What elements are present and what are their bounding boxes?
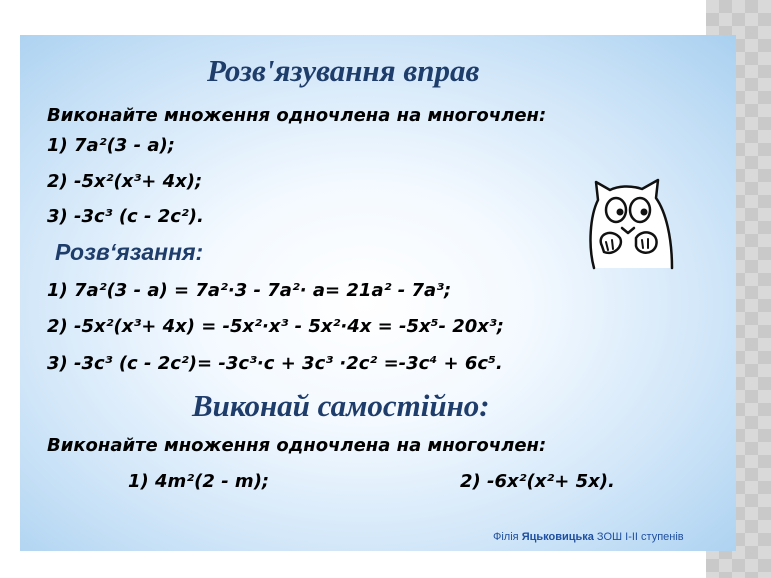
task-3: 3) -3c³ (c - 2c²). — [47, 206, 204, 227]
solution-2: 2) -5x²(x³+ 4x) = -5x²·x³ - 5x²·4x = -5x⁵- 20x³; — [47, 316, 504, 337]
cartoon-cat-icon — [578, 176, 690, 270]
slide-title: Розв'язування вправ — [207, 53, 480, 88]
slide — [20, 35, 736, 551]
solution-1: 1) 7a²(3 - a) = 7a²·3 - 7a²· a= 21a² - 7a³; — [47, 280, 452, 301]
footer-suffix: ЗОШ І-ІІ ступенів — [593, 531, 684, 543]
self-task-2: 2) -6x²(x²+ 5x). — [460, 471, 615, 492]
self-work-intro: Виконайте множення одночлена на многочлен: — [47, 435, 547, 456]
footer-school-name: Яцьковицька — [521, 531, 594, 543]
task-intro: Виконайте множення одночлена на многочлен: — [47, 105, 547, 126]
task-1: 1) 7a²(3 - a); — [47, 135, 175, 156]
solution-header: Розв‘язання: — [55, 239, 204, 265]
self-task-1: 1) 4m²(2 - m); — [128, 471, 270, 492]
solution-3: 3) -3c³ (c - 2c²)= -3c³·c + 3c³ ·2c² =-3c⁴ + 6c⁵. — [47, 353, 503, 374]
footer-prefix: Філія — [493, 531, 522, 543]
self-work-title: Виконай самостійно: — [192, 388, 490, 423]
footer-credit — [493, 531, 684, 543]
task-2: 2) -5x²(x³+ 4x); — [47, 171, 203, 192]
